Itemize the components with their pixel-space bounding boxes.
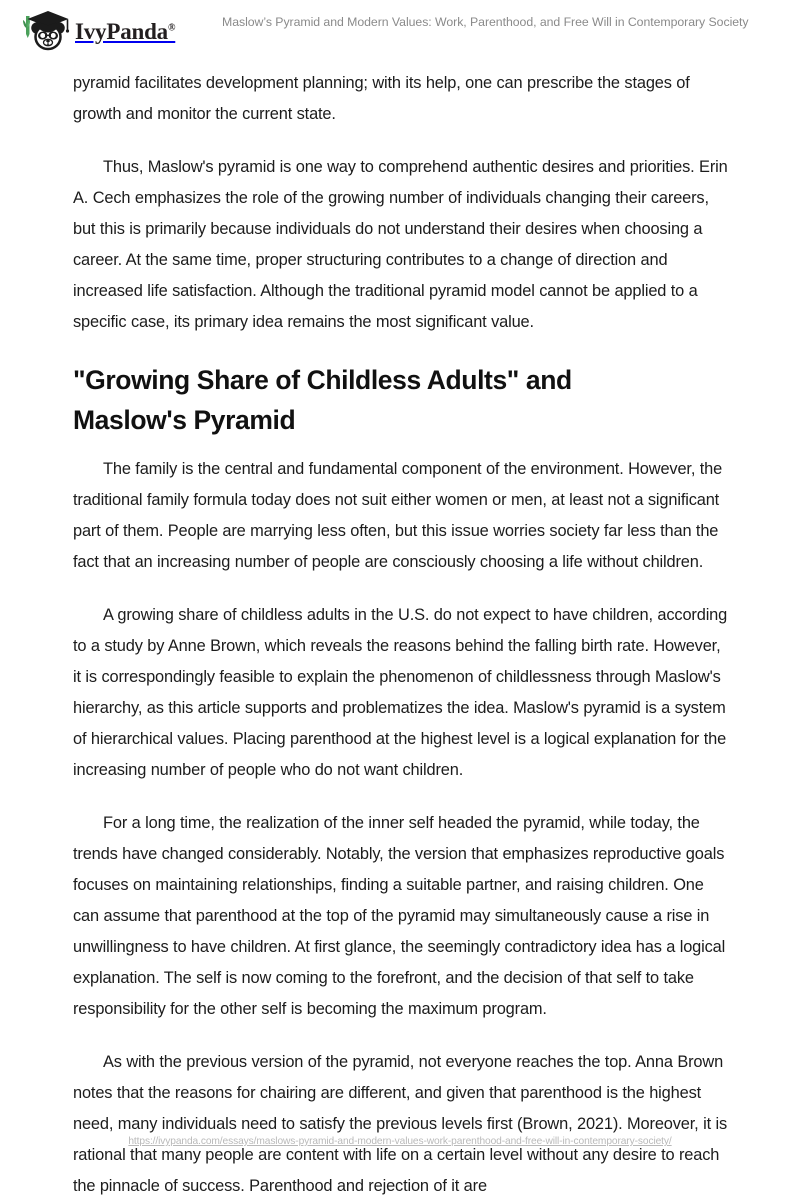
brand-name-text: IvyPanda: [75, 18, 168, 44]
brand-wordmark: [75, 20, 175, 43]
paragraph-continued: pyramid facilitates development planning; with its help, one can prescribe the stages of growth and monitor the current state.: [73, 74, 690, 123]
paragraph-thus-maslow: Thus, Maslow's pyramid is one way to comprehend authentic desires and priorities. Erin A. Cech emphasizes the role of the growing number of individuals changing their careers, but this is primarily because individuals do not understand their desires when choosing a career. At the same time, proper structuring contributes to a change of direction and increased life satisfaction. Although the traditional pyramid model cannot be applied to a specific case, its primary idea remains the most significant value.: [73, 158, 728, 331]
document-title-header: Maslow’s Pyramid and Modern Values: Work, Parenthood, and Free Will in Contemporary Society: [222, 15, 749, 29]
registered-trademark-symbol: ®: [167, 21, 176, 33]
page-header: [0, 0, 800, 58]
panda-graduate-logo-icon: [18, 8, 72, 54]
paragraph-inner-self: For a long time, the realization of the inner self headed the pyramid, while today, the trends have changed considerably. Notably, the version that emphasizes reproductive goals focuses on maintaining relationships, finding a suitable partner, and raising children. One can assume that parenthood at the top of the pyramid may simultaneously cause a rise in unwillingness to have children. At first glance, the seemingly contradictory idea has a logical explanation. The self is now coming to the forefront, and the decision of that self to take responsibility for the other self is becoming the maximum program.: [73, 814, 726, 1018]
paragraph-family-central: The family is the central and fundamental component of the environment. However, the traditional family formula today does not suit either women or men, at least not a significant part of them. People are marrying less often, but this issue worries society far less than the fact that an increasing number of people are consciously choosing a life without children.: [73, 460, 723, 571]
brand-logo-link[interactable]: [18, 8, 175, 54]
page-section-heading: "Growing Share of Childless Adults" and Maslow's Pyramid: [73, 365, 572, 435]
footer-source-url[interactable]: https://ivypanda.com/essays/maslows-pyramid-and-modern-values-work-parenthood-and-free-will-in-contemporary-society/: [128, 1136, 672, 1147]
paragraph-previous-version: As with the previous version of the pyramid, not everyone reaches the top. Anna Brown notes that the reasons for chairing are different, and given that parenthood is the highest need, many individuals need to satisfy the previous levels first (Brown, 2021). Moreover, it is rational that many people are content with life on a certain level without any desire to reach the pinnacle of success. Parenthood and rejection of it are: [73, 1053, 728, 1195]
page-footer: [0, 1116, 800, 1160]
article-body: [73, 68, 729, 1202]
paragraph-growing-share: A growing share of childless adults in the U.S. do not expect to have children, according to a study by Anne Brown, which reveals the reasons behind the falling birth rate. However, it is correspondingly feasible to explain the phenomenon of childlessness through Maslow's hierarchy, as this article supports and problematizes the idea. Maslow's pyramid is a system of hierarchical values. Placing parenthood at the highest level is a logical explanation for the increasing number of people who do not want children.: [73, 606, 728, 779]
